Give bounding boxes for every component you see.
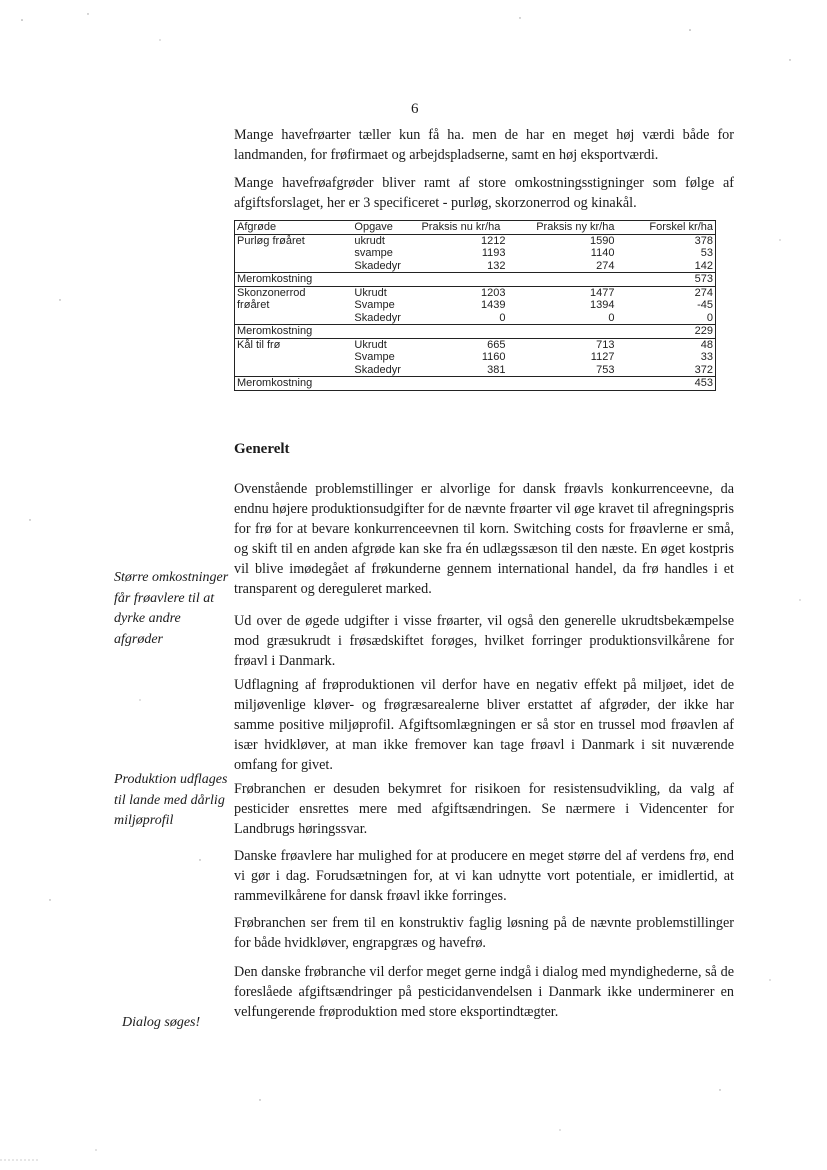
table-cell: 0 xyxy=(706,311,713,324)
intro-paragraph-1: Mange havefrøarter tæller kun få ha. men de har en meget høj værdi både for landmanden, for frøfirmaet og arbejdspladserne, samt en høj eksportværdi. xyxy=(234,127,734,163)
table-cell: Svampe xyxy=(354,299,395,311)
table-cell xyxy=(507,377,616,391)
table-cell: 1203 xyxy=(480,286,506,299)
paragraph-resistance: Frøbranchen er desuden bekymret for risikoen for resistensudvikling, da valg af pesticider ensrettes mere med afgiftsændringen. Se nærmere i Videncenter for Landbrugs høringssvar. xyxy=(234,781,734,837)
table-cell xyxy=(235,247,353,260)
table-cell: 0 xyxy=(608,311,615,324)
side-note-relocation: Produktion udflages til lande med dårlig miljøprofil xyxy=(114,772,228,828)
table-cell: 453 xyxy=(616,377,715,391)
table-cell: Meromkostning xyxy=(235,377,353,391)
table-cell: frøåret xyxy=(237,299,270,311)
table-subtotal-row xyxy=(235,325,716,339)
table-row xyxy=(235,234,716,247)
table-cell: 1439 xyxy=(480,299,506,311)
table-cell: 1590 xyxy=(589,234,615,247)
table-cell: 53 xyxy=(700,247,713,259)
table-row xyxy=(235,312,716,325)
table-cell: Meromkostning xyxy=(235,273,353,287)
table-cell: Ukrudt xyxy=(354,338,387,351)
table-cell: svampe xyxy=(354,247,393,259)
paragraph-competitiveness: Ovenstående problemstillinger er alvorlige for dansk frøavls konkurrenceevne, da endnu højere produktionsudgifter for de nævnte frøarter vil øge kravet til afregningspris for frø for at bevare konkurrenceevnen til korn. Switching costs for frøavlerne er små, og skift til en anden afgrøde kan ske fra én udlægssæson til den næste. En øget kostpris vil blive imødegået af frøkunderne gennem international handel, da frø handles i et transparent og dereguleret marked. xyxy=(234,481,734,597)
side-note-costs: Større omkostninger får frøavlere til at dyrke andre afgrøder xyxy=(114,570,229,647)
table-cell xyxy=(352,377,419,391)
table-cell xyxy=(235,351,353,364)
table-cell xyxy=(235,260,353,273)
table-header-cell: Afgrøde xyxy=(235,221,353,235)
table-row xyxy=(235,286,716,299)
paragraph-environment: Udflagning af frøproduktionen vil derfor have en negativ effekt på miljøet, idet de miljøvenlige kløver- og frøgræsarealerne bliver erstattet af afgrøder, der ikke har samme positive miljøprofil. Afgiftsomlægningen er så stor en trussel mod frøavlen af især hvidkløver, at man ikke fremover kan tage frøavl i Danmark i sit nuværende omfang for givet. xyxy=(234,677,734,773)
table-cell: Skadedyr xyxy=(354,311,401,324)
table-cell xyxy=(352,325,419,339)
table-cell: 381 xyxy=(487,363,506,376)
table-cell: Ukrudt xyxy=(354,286,387,299)
table-cell xyxy=(235,364,353,377)
table-cell: 274 xyxy=(596,259,615,272)
table-cell: Svampe xyxy=(354,351,395,363)
table-header-cell: Praksis ny kr/ha xyxy=(507,221,616,235)
paragraph-weed-control: Ud over de øgede udgifter i visse frøarter, vil også den generelle ukrudtsbekæmpelse mod græsukrudt i frøsædskiftet forøges, hvilket forringer produktionsvilkårene for frøavl i Danmark. xyxy=(234,613,734,669)
table-row xyxy=(235,260,716,273)
table-cell: 33 xyxy=(700,351,713,363)
table-cell: 1160 xyxy=(481,351,506,363)
table-cell: Purløg frøåret xyxy=(237,234,305,247)
table-subtotal-row xyxy=(235,273,716,287)
table-cell: 1140 xyxy=(590,247,615,259)
paragraph-solution: Frøbranchen ser frem til en konstruktiv faglig løsning på de nævnte problemstillinger for både hvidkløver, engrapgræs og havefrø. xyxy=(234,915,734,951)
table-subtotal-row xyxy=(235,377,716,391)
table-cell: 142 xyxy=(694,259,713,272)
section-heading: Generelt xyxy=(234,441,290,457)
table-cell: -45 xyxy=(697,299,713,311)
table-cell: 1394 xyxy=(589,299,615,311)
table-cell: 372 xyxy=(694,363,713,376)
table-header-cell: Praksis nu kr/ha xyxy=(419,221,507,235)
table-cell: 229 xyxy=(616,325,715,339)
table-cell: Meromkostning xyxy=(235,325,353,339)
table-cell: 573 xyxy=(616,273,715,287)
table-row xyxy=(235,247,716,260)
table-cell xyxy=(507,325,616,339)
table-cell: Kål til frø xyxy=(237,338,281,351)
table-cell: 1127 xyxy=(590,351,615,363)
table-cell: 753 xyxy=(596,363,615,376)
table-cell xyxy=(235,312,353,325)
table-cell: 1193 xyxy=(481,247,506,259)
page-number: 6 xyxy=(411,101,419,117)
cost-table xyxy=(234,220,716,391)
table-row xyxy=(235,299,716,312)
table-cell: 132 xyxy=(487,259,506,272)
table-header-cell: Forskel kr/ha xyxy=(616,221,715,235)
table-cell: Skadedyr xyxy=(354,259,401,272)
table-cell: Skonzonerrod xyxy=(237,286,306,299)
table-cell xyxy=(419,273,507,287)
table-cell xyxy=(419,325,507,339)
table-cell: 274 xyxy=(694,286,713,299)
table-cell xyxy=(419,377,507,391)
paragraph-potential: Danske frøavlere har mulighed for at producere en meget større del af verdens frø, end vi gør i dag. Forudsætningen for, at vi kan udnytte vort potentiale, er imidlertid, at rammevilkårene for dansk frøavl ikke forringes. xyxy=(234,848,734,904)
table-row xyxy=(235,364,716,377)
table-cell: 1212 xyxy=(480,234,506,247)
table-row xyxy=(235,351,716,364)
table-cell: 713 xyxy=(596,338,615,351)
side-note-dialog: Dialog søges! xyxy=(122,1015,201,1030)
table-header-cell: Opgave xyxy=(352,221,419,235)
table-cell: 0 xyxy=(499,311,506,324)
table-cell xyxy=(352,273,419,287)
paragraph-dialog: Den danske frøbranche vil derfor meget gerne indgå i dialog med myndighederne, så de foreslåede afgiftsændringer på pesticidanvendelsen i Danmark ikke underminerer en velfungerende frøproduktion med store eksportindtægter. xyxy=(234,964,734,1020)
table-row xyxy=(235,338,716,351)
table-cell: 378 xyxy=(694,234,713,247)
table-cell xyxy=(507,273,616,287)
table-cell: 1477 xyxy=(589,286,615,299)
table-cell: 48 xyxy=(700,338,713,351)
table-cell: ukrudt xyxy=(354,234,385,247)
table-body xyxy=(235,234,716,390)
table-cell: 665 xyxy=(487,338,506,351)
table-header-row xyxy=(235,221,716,235)
table-cell: Skadedyr xyxy=(354,363,401,376)
intro-paragraph-2: Mange havefrøafgrøder bliver ramt af store omkostningsstigninger som følge af afgiftsforslaget, her er 3 specificeret - purløg, skorzonerrod og kinakål. xyxy=(234,175,734,211)
